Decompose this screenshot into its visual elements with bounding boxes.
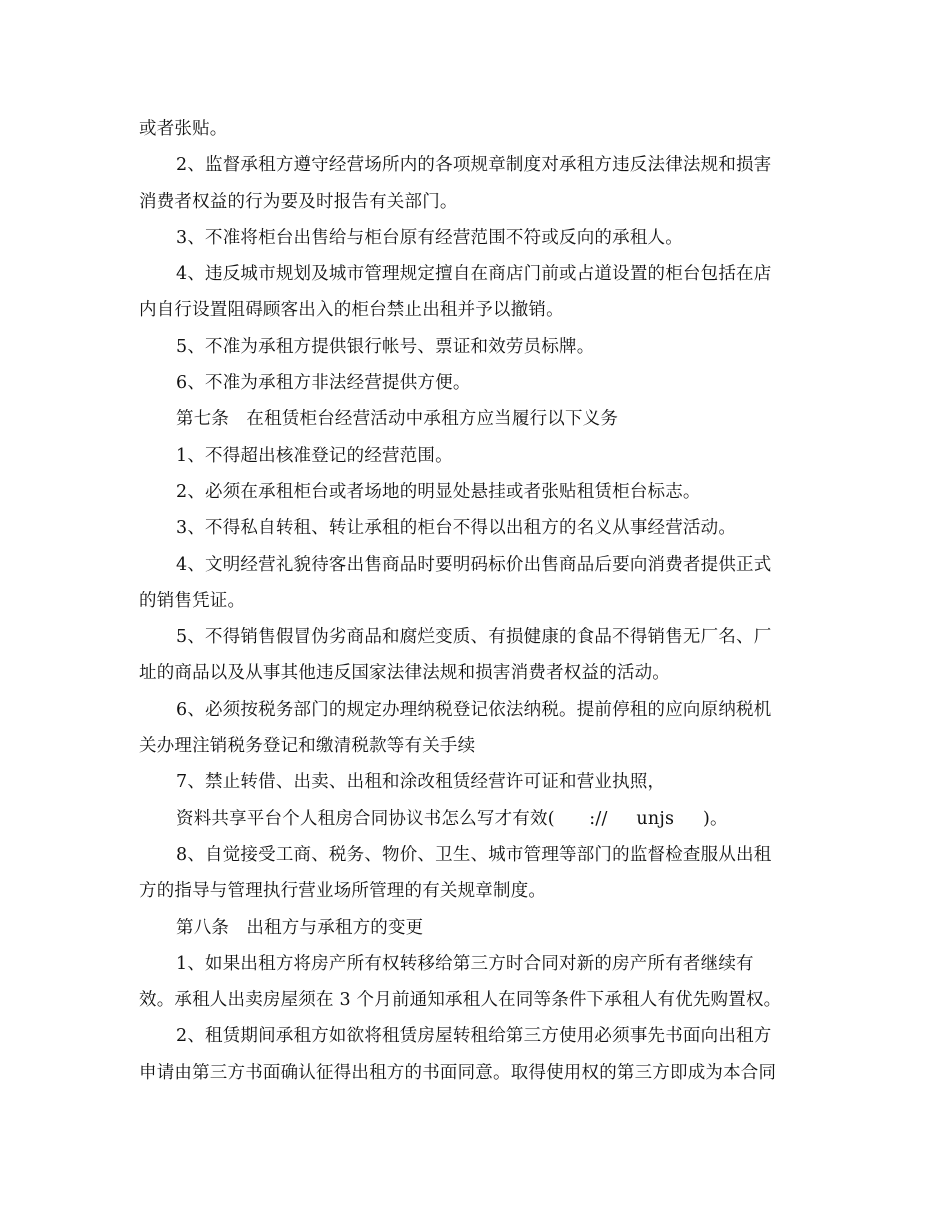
article-heading: 第七条 在租赁柜台经营活动中承租方应当履行以下义务 (176, 409, 619, 430)
text-line: 2、租赁期间承租方如欲将租赁房屋转租给第三方使用必须事先书面向出租方 (176, 1026, 772, 1047)
text-line: 或者张贴。 (139, 119, 228, 139)
text-line: 4、文明经营礼貌待客出售商品时要明码标价出售商品后要向消费者提供正式 (176, 554, 772, 575)
text-line: 3、不得私自转租、转让承租的柜台不得以出租方的名义从事经营活动。 (176, 518, 737, 539)
document-body (139, 111, 814, 1091)
text-line: 8、自觉接受工商、税务、物价、卫生、城市管理等部门的监督检查服从出租 (176, 844, 772, 865)
text-line: 1、如果出租方将房产所有权转移给第三方时合同对新的房产所有者继续有 (176, 953, 754, 974)
text-line: 5、不得销售假冒伪劣商品和腐烂变质、有损健康的食品不得销售无厂名、厂 (176, 627, 772, 648)
text-line: 4、违反城市规划及城市管理规定擅自在商店门前或占道设置的柜台包括在店 (176, 264, 772, 285)
text-line: 址的商品以及从事其他违反国家法律法规和损害消费者权益的活动。 (139, 663, 670, 684)
text-line: 申请由第三方书面确认征得出租方的书面同意。取得使用权的第三方即成为本合同 (139, 1062, 777, 1083)
text-line: 6、必须按税务部门的规定办理纳税登记依法纳税。提前停租的应向原纳税机 (176, 699, 772, 720)
text-line: 3、不准将柜台出售给与柜台原有经营范围不符或反向的承租人。 (176, 227, 683, 248)
text-line: 方的指导与管理执行营业场所管理的有关规章制度。 (139, 881, 547, 902)
text-line: 7、禁止转借、出卖、出租和涂改租赁经营许可证和营业执照， (176, 772, 666, 793)
text-line: 效。承租人出卖房屋须在 3 个月前通知承租人在同等条件下承租人有优先购置权。 (139, 990, 782, 1011)
text-line: 内自行设置阻碍顾客出入的柜台禁止出租并予以撤销。 (139, 300, 564, 321)
text-line: 关办理注销税务登记和缴清税款等有关手续 (139, 736, 476, 757)
text-line: 6、不准为承租方非法经营提供方便。 (176, 373, 471, 394)
text-line: 5、不准为承租方提供银行帐号、票证和效劳员标牌。 (176, 336, 595, 357)
text-line: 1、不得超出核准登记的经营范围。 (176, 445, 453, 466)
text-line: 2、监督承租方遵守经营场所内的各项规章制度对承租方违反法律法规和损害 (176, 155, 772, 176)
text-line: 2、必须在承租柜台或者场地的明显处悬挂或者张贴租赁柜台标志。 (176, 481, 701, 502)
text-line: 消费者权益的行为要及时报告有关部门。 (139, 191, 458, 212)
text-line: 的销售凭证。 (139, 590, 246, 611)
article-heading: 第八条 出租方与承租方的变更 (176, 917, 424, 938)
text-line: 资料共享平台个人租房合同协议书怎么写才有效( :// unjs )。 (176, 808, 728, 829)
